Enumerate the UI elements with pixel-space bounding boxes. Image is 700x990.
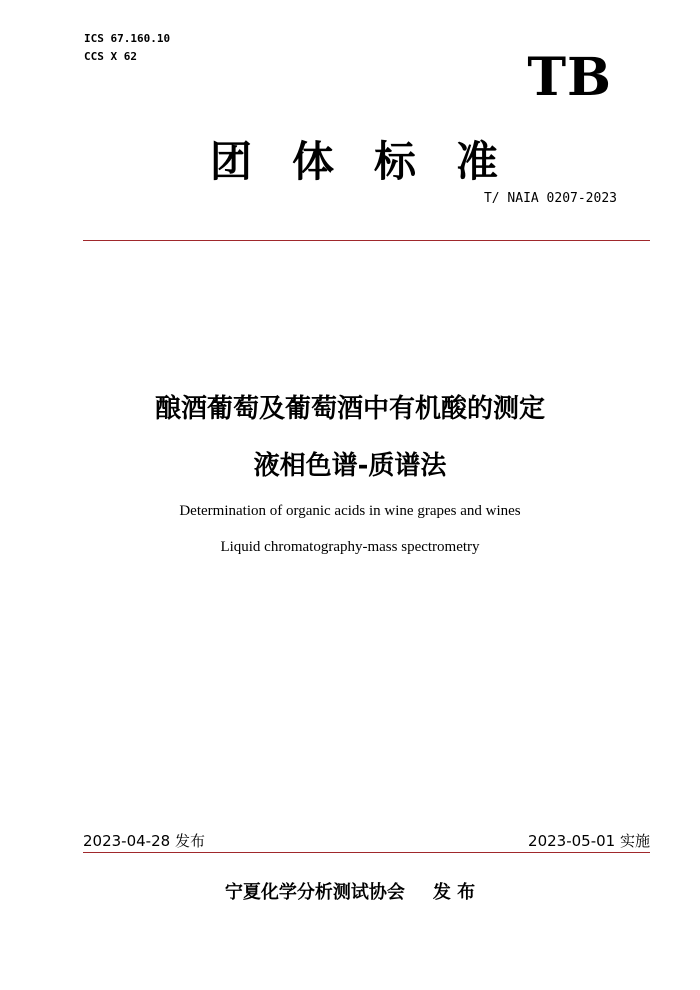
standard-number: T/ NAIA 0207-2023 <box>483 191 617 206</box>
issue-date: 2023-04-28 发布 <box>83 832 205 850</box>
publish-action: 发 布 <box>432 882 476 903</box>
publisher-name: 宁夏化学分析测试协会 <box>224 882 405 903</box>
title-cn-line1: 酿酒葡萄及葡萄酒中有机酸的测定 <box>154 394 545 424</box>
publisher-line <box>0 881 700 905</box>
top-divider <box>83 240 650 241</box>
standard-type-heading: 团体标准 <box>209 137 538 186</box>
implementation-date: 2023-05-01 实施 <box>528 832 650 850</box>
ics-code: ICS 67.160.10 <box>84 32 171 45</box>
title-en-line2: Liquid chromatography-mass spectrometry <box>220 539 480 555</box>
bottom-divider <box>83 852 650 853</box>
tb-logo: TB <box>527 47 612 108</box>
ccs-code: CCS X 62 <box>84 50 137 63</box>
title-en-line1: Determination of organic acids in wine grapes and wines <box>179 503 521 519</box>
title-cn-line2: 液相色谱-质谱法 <box>253 451 447 481</box>
